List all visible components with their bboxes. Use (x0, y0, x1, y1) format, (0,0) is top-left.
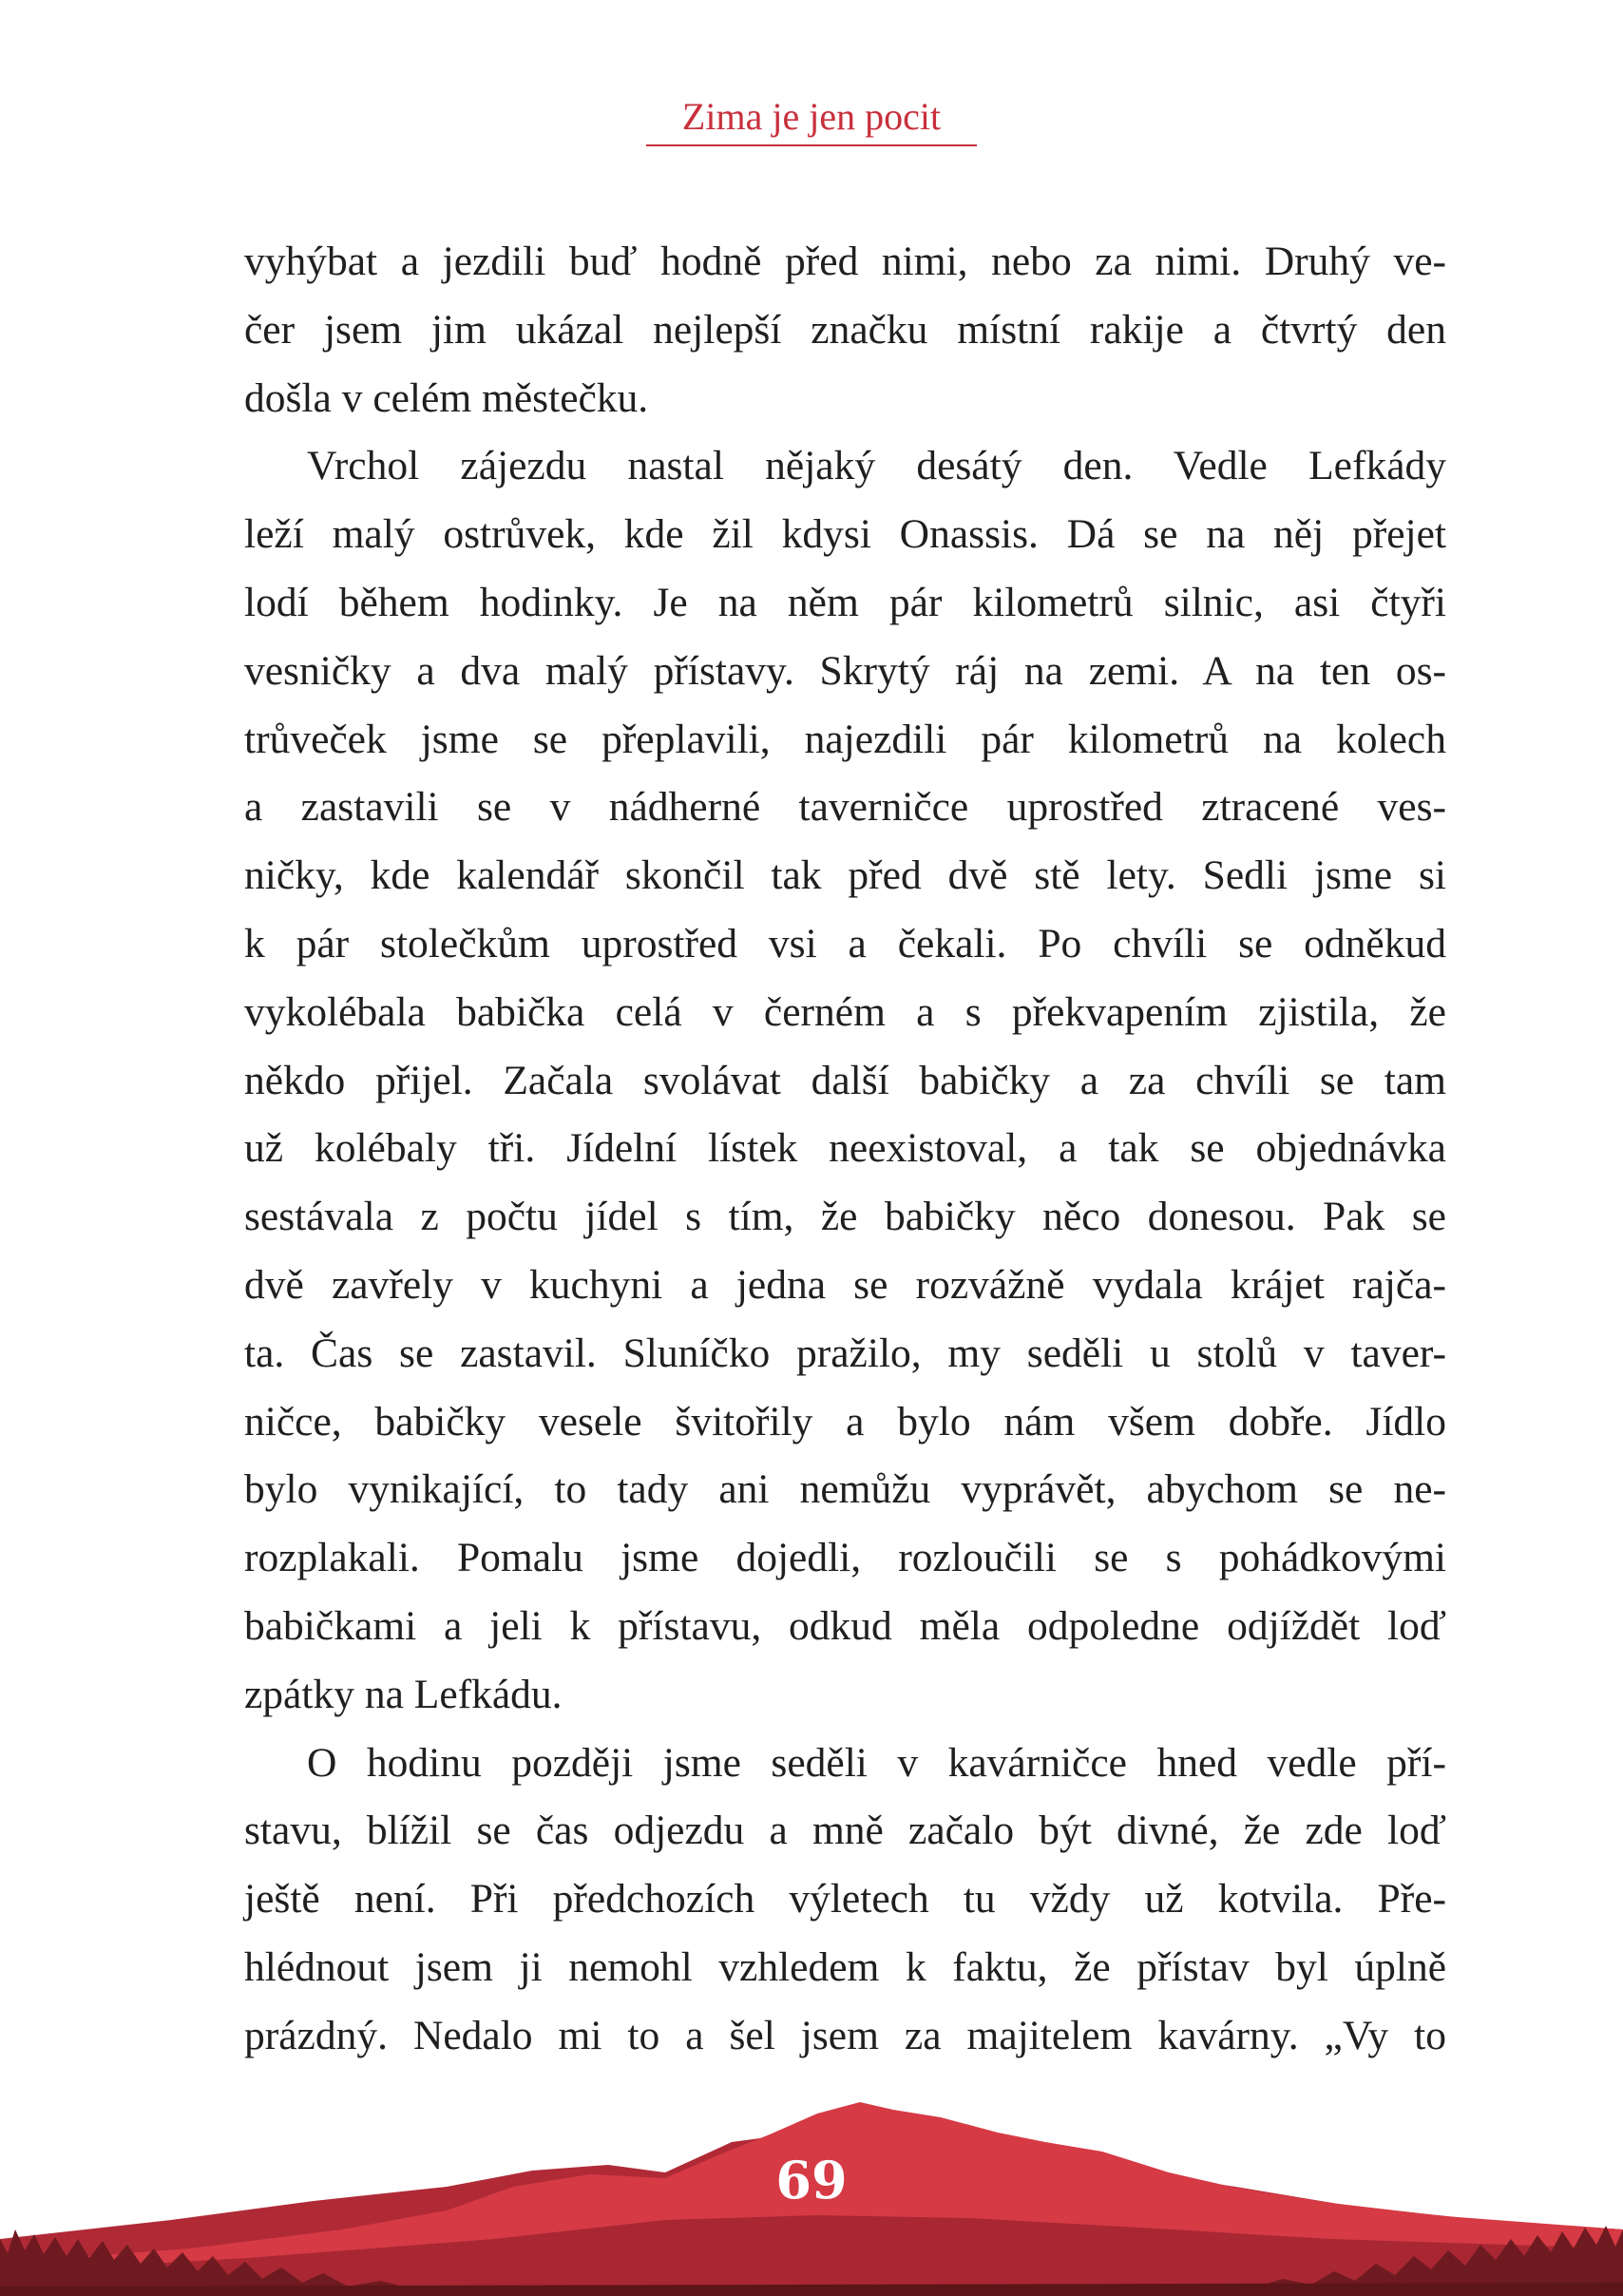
text-line: vykolébala babička celá v černém a s překvapením zjistila, že (244, 988, 1446, 1035)
text-line: babičkami a jeli k přístavu, odkud měla odpoledne odjíždět loď (244, 1602, 1446, 1649)
text-line: hlédnout jsem ji nemohl vzhledem k faktu, že přístav byl úplně (244, 1943, 1446, 1990)
text-line: a zastavili se v nádherné taverničce uprostřed ztracené ves- (244, 784, 1446, 831)
running-header (0, 95, 1623, 146)
text-line: ještě není. Při předchozích výletech tu vždy už kotvila. Pře- (244, 1876, 1446, 1923)
text-line: O hodinu později jsme seděli v kavárničce hned vedle pří- (307, 1739, 1446, 1786)
text-line: zpátky na Lefkádu. (244, 1671, 563, 1717)
text-line: Vrchol zájezdu nastal nějaký desátý den. Vedle Lefkády (307, 443, 1446, 489)
text-line: k pár stolečkům uprostřed vsi a čekali. Po chvíli se odněkud (244, 920, 1446, 966)
text-line: někdo přijel. Začala svolávat další babičky a za chvíli se tam (244, 1057, 1446, 1103)
text-line: leží malý ostrůvek, kde žil kdysi Onassis. Dá se na něj přejet (244, 511, 1446, 558)
paragraph (244, 228, 1446, 432)
text-line: prázdný. Nedalo mi to a šel jsem za majitelem kavárny. „Vy to (244, 2012, 1446, 2058)
text-line: čer jsem jim ukázal nejlepší značku místní rakije a čtvrtý den (244, 306, 1446, 353)
text-line: sestávala z počtu jídel s tím, že babičky něco donesou. Pak se (244, 1194, 1446, 1240)
text-line: dvě zavřely v kuchyni a jedna se rozvážně vydala krájet rajča- (244, 1261, 1446, 1308)
text-line: vyhýbat a jezdili buď hodně před nimi, nebo za nimi. Druhý ve- (244, 239, 1446, 284)
paragraph (244, 1730, 1446, 2071)
paragraph (244, 432, 1446, 1729)
text-line: lodí během hodinky. Je na něm pár kilometrů silnic, asi čtyři (244, 579, 1446, 625)
text-line: ničce, babičky vesele švitořily a bylo nám všem dobře. Jídlo (244, 1398, 1446, 1445)
text-line: vesničky a dva malý přístavy. Skrytý ráj na zemi. A na ten os- (244, 647, 1446, 694)
text-line: stavu, blížil se čas odjezdu a mně začalo být divné, že zde loď (244, 1808, 1446, 1854)
text-line: došla v celém městečku. (244, 374, 649, 421)
text-line: už kolébaly tři. Jídelní lístek neexistoval, a tak se objednávka (244, 1125, 1446, 1172)
text-line: trůveček jsme se přeplavili, najezdili pár kilometrů na kolech (244, 716, 1446, 762)
text-line: bylo vynikající, to tady ani nemůžu vyprávět, abychom se ne- (244, 1466, 1446, 1513)
page-number: 69 (775, 2150, 848, 2210)
running-title: Zima je jen pocit (646, 95, 977, 146)
text-line: ničky, kde kalendář skončil tak před dvě stě lety. Sedli jsme si (244, 852, 1446, 899)
body-text (244, 228, 1446, 2071)
text-line: rozplakali. Pomalu jsme dojedli, rozloučili se s pohádkovými (244, 1535, 1446, 1581)
text-line: ta. Čas se zastavil. Sluníčko pražilo, my seděli u stolů v taver- (244, 1330, 1446, 1376)
